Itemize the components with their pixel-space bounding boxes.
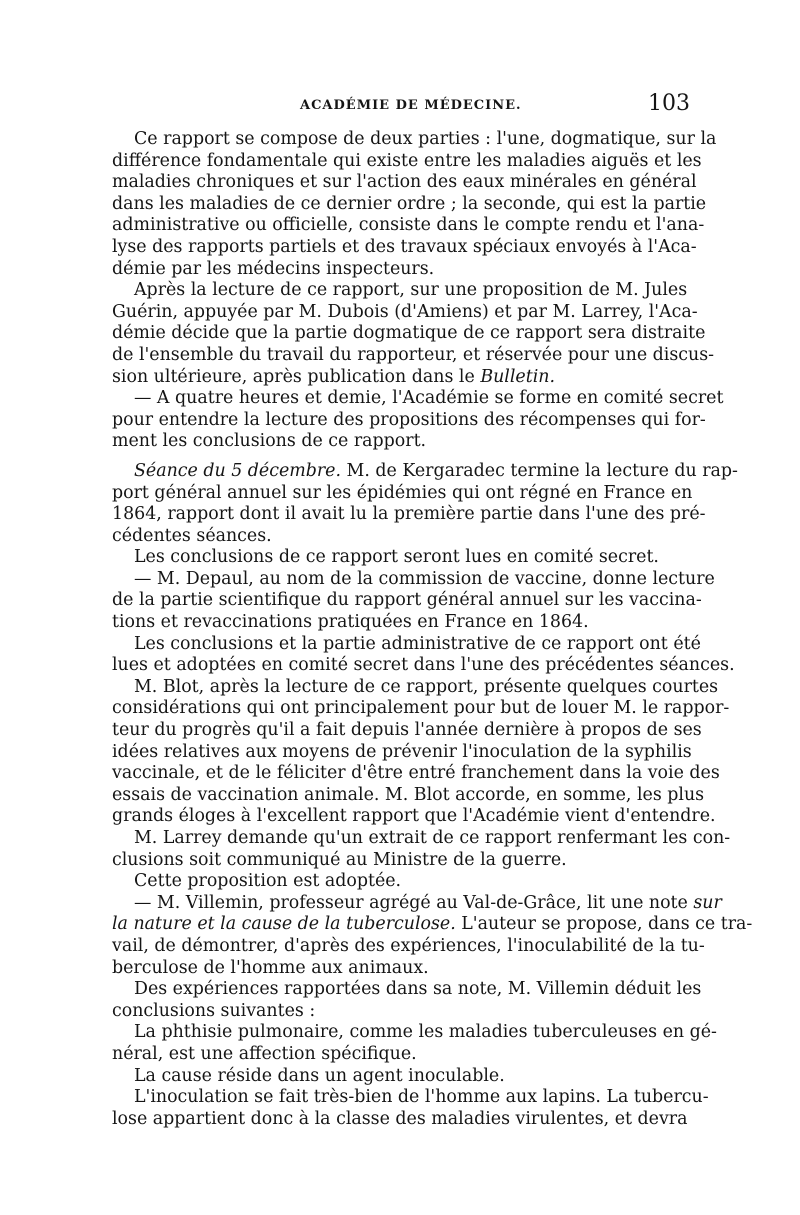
text-line: essais de vaccination animale. M. Blot accorde, en somme, les plus — [112, 784, 705, 805]
note-title: la nature et la cause de la tuberculose. — [112, 914, 456, 935]
text-line: Ce rapport se compose de deux parties : l'une, dogmatique, sur la — [134, 129, 717, 149]
running-head: ACADÉMIE DE MÉDECINE. — [300, 98, 522, 113]
text-line: grands éloges à l'excellent rapport que l'Académie vient d'entendre. — [112, 806, 716, 827]
paragraph — [112, 280, 715, 388]
text-line: tions et revaccinations pratiquées en France en 1864. — [112, 612, 589, 633]
text-line: de l'ensemble du travail du rapporteur, et réservée pour une discus- — [112, 344, 715, 365]
paragraph — [112, 129, 717, 280]
text-line: La phthisie pulmonaire, comme les maladies tuberculeuses en gé- — [134, 1022, 717, 1043]
paragraph — [112, 568, 715, 634]
session-date: Séance du 5 décembre. — [134, 460, 341, 481]
text-line: vail, de démontrer, d'après des expériences, l'inoculabilité de la tu- — [112, 935, 705, 956]
body-text — [112, 129, 753, 1130]
text-line: Guérin, appuyée par M. Dubois (d'Amiens) et par M. Larrey, l'Aca- — [112, 301, 698, 322]
paragraph — [112, 1022, 717, 1065]
text-line: ment les conclusions de ce rapport. — [112, 431, 427, 452]
page-number: 103 — [648, 91, 690, 116]
text-run: M. de Kergaradec termine la lecture du rap- — [341, 460, 738, 481]
paragraph — [112, 1087, 709, 1130]
paragraph — [112, 460, 738, 547]
text-line: conclusions suivantes : — [112, 1000, 316, 1021]
text-line: port général annuel sur les épidémies qui ont régné en France en — [112, 482, 693, 503]
text-line: vaccinale, et de le féliciter d'être entré franchement dans la voie des — [112, 763, 720, 784]
text-line: berculose de l'homme aux animaux. — [112, 957, 429, 978]
paragraph — [112, 892, 753, 979]
text-line: — A quatre heures et demie, l'Académie se forme en comité secret — [134, 388, 724, 409]
text-line: Des expériences rapportées dans sa note, M. Villemin déduit les — [134, 979, 702, 1000]
text-line: Cette proposition est adoptée. — [134, 871, 402, 892]
text-run: L'auteur se propose, dans ce tra- — [455, 914, 753, 935]
italic-run: sur — [693, 892, 722, 913]
paragraph — [112, 871, 687, 893]
text-line: cédentes séances. — [112, 525, 272, 546]
text-line: Les conclusions et la partie administrative de ce rapport ont été — [134, 633, 701, 654]
text-line: démie décide que la partie dogmatique de ce rapport sera distraite — [112, 323, 706, 344]
text-line: Les conclusions de ce rapport seront lues en comité secret. — [134, 547, 659, 568]
text-line: L'inoculation se fait très-bien de l'homme aux lapins. La tubercu- — [134, 1087, 709, 1108]
text-line — [112, 367, 687, 389]
paragraph — [112, 1066, 687, 1088]
paragraph — [112, 633, 735, 677]
paragraph — [112, 676, 730, 828]
text-line: Après la lecture de ce rapport, sur une proposition de M. Jules — [134, 280, 688, 301]
paragraph — [112, 547, 687, 569]
text-line: démie par les médecins inspecteurs. — [112, 258, 435, 279]
text-line: — M. Depaul, au nom de la commission de vaccine, donne lecture — [134, 568, 715, 589]
text-line — [112, 914, 753, 936]
text-line: considérations qui ont principalement pour but de louer M. le rappor- — [112, 698, 730, 719]
text-line: lose appartient donc à la classe des maladies virulentes, et devra — [112, 1108, 688, 1129]
text-line: différence fondamentale qui existe entre les maladies aiguës et les — [112, 150, 702, 171]
paragraph — [112, 979, 702, 1022]
text-line: M. Blot, après la lecture de ce rapport, présente quelques courtes — [134, 676, 719, 697]
text-line: 1864, rapport dont il avait lu la première partie dans l'une des pré- — [112, 504, 706, 525]
text-line: dans les maladies de ce dernier ordre ; la seconde, qui est la partie — [112, 193, 707, 214]
text-line: maladies chroniques et sur l'action des eaux minérales en général — [112, 172, 697, 193]
text-line: de la partie scientifique du rapport général annuel sur les vaccina- — [112, 590, 702, 611]
text-line: teur du progrès qu'il a fait depuis l'année dernière à propos de ses — [112, 720, 702, 741]
text-line: M. Larrey demande qu'un extrait de ce rapport renfermant les con- — [134, 828, 731, 848]
text-line: La cause réside dans un agent inoculable. — [134, 1065, 505, 1086]
italic-title: Bulletin. — [480, 366, 555, 387]
text-line: néral, est une affection spécifique. — [112, 1043, 417, 1064]
text-line: administrative ou officielle, consiste dans le compte rendu et l'ana- — [112, 215, 705, 236]
text-line: idées relatives aux moyens de prévenir l'inoculation de la syphilis — [112, 741, 692, 762]
text-line: clusions soit communiqué au Ministre de la guerre. — [112, 849, 567, 870]
paragraph — [112, 828, 731, 871]
text-line: pour entendre la lecture des propositions des récompenses qui for- — [112, 409, 706, 430]
text-line — [112, 460, 738, 483]
text-run: — M. Villemin, professeur agrégé au Val-de-Grâce, lit une note — [134, 892, 694, 913]
text-line: lues et adoptées en comité secret dans l'une des précédentes séances. — [112, 655, 735, 676]
paragraph — [112, 388, 724, 453]
text-line — [112, 892, 722, 915]
text-line: lyse des rapports partiels et des travaux spéciaux envoyés à l'Aca- — [112, 236, 697, 257]
text-run: sion ultérieure, après publication dans le — [112, 366, 475, 387]
